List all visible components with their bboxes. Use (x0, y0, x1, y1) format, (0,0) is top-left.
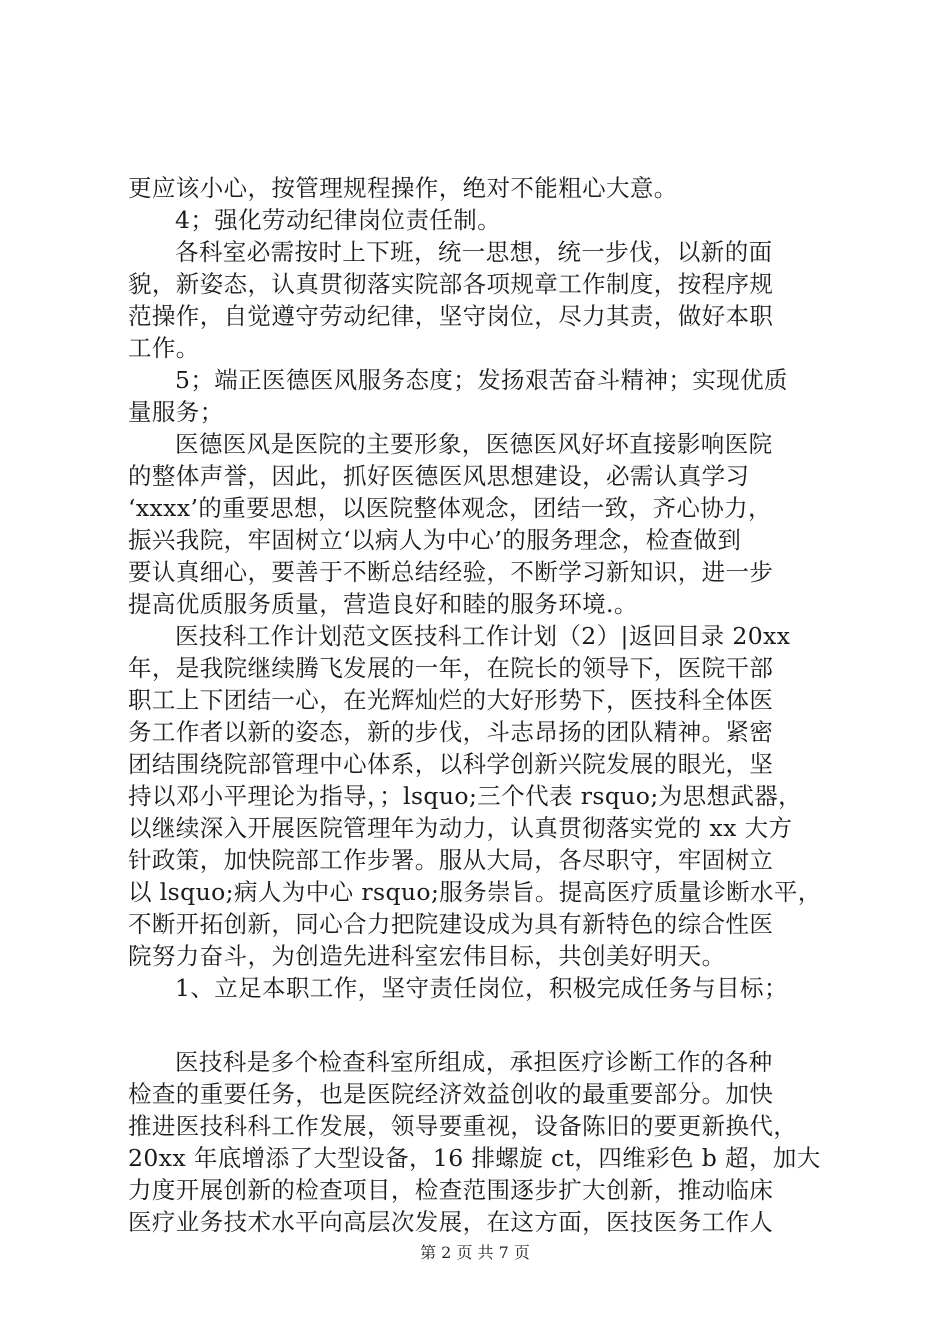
text-line: 工作。 (128, 334, 200, 362)
text-line: 要认真细心，要善于不断总结经验，不断学习新知识，进一步 (128, 558, 774, 586)
text-line: 以继续深入开展医院管理年为动力，认真贯彻落实党的 xx 大方 (128, 814, 793, 842)
document-body (128, 172, 828, 1238)
text-line: 不断开拓创新，同心合力把院建设成为具有新特色的综合性医 (128, 910, 774, 938)
text-block-1 (128, 172, 828, 1004)
text-line: 持以邓小平理论为指导，；lsquo;三个代表 rsquo;为思想武器， (128, 782, 803, 810)
text-line: 以 lsquo;病人为中心 rsquo;服务崇旨。提高医疗质量诊断水平， (128, 878, 822, 906)
text-line: 务工作者以新的姿态，新的步伐，斗志昂扬的团队精神。紧密 (128, 718, 774, 746)
text-block-2 (128, 1046, 828, 1238)
paragraph-gap (128, 1004, 828, 1046)
text-line: 各科室必需按时上下班，统一思想，统一步伐，以新的面 (175, 238, 773, 266)
text-line: 医技科工作计划范文医技科工作计划（2）|返回目录 20xx (175, 622, 791, 650)
text-line: 4；强化劳动纪律岗位责任制。 (175, 206, 502, 234)
text-line: 医疗业务技术水平向高层次发展，在这方面，医技医务工作人 (128, 1208, 774, 1236)
text-line: 推进医技科科工作发展，领导要重视，设备陈旧的要更新换代， (128, 1112, 798, 1140)
text-line: ‘xxxx’的重要思想，以医院整体观念，团结一致，齐心协力， (128, 494, 772, 522)
text-line: 医德医风是医院的主要形象，医德医风好坏直接影响医院 (175, 430, 773, 458)
text-line: 检查的重要任务，也是医院经济效益创收的最重要部分。加快 (128, 1080, 774, 1108)
text-line: 提高优质服务质量，营造良好和睦的服务环境.。 (128, 590, 638, 618)
text-line: 振兴我院，牢固树立‘以病人为中心’的服务理念，检查做到 (128, 526, 742, 554)
text-line: 医技科是多个检查科室所组成，承担医疗诊断工作的各种 (175, 1048, 773, 1076)
text-line: 力度开展创新的检查项目，检查范围逐步扩大创新，推动临床 (128, 1176, 774, 1204)
text-line: 1、立足本职工作，坚守责任岗位，积极完成任务与目标； (175, 974, 788, 1002)
text-line: 职工上下团结一心，在光辉灿烂的大好形势下，医技科全体医 (128, 686, 774, 714)
text-line: 20xx 年底增添了大型设备，16 排螺旋 ct，四维彩色 b 超，加大 (128, 1144, 821, 1172)
text-line: 团结围绕院部管理中心体系，以科学创新兴院发展的眼光，坚 (128, 750, 774, 778)
text-line: 院努力奋斗，为创造先进科室宏伟目标，共创美好明天。 (128, 942, 726, 970)
text-line: 的整体声誉，因此，抓好医德医风思想建设，必需认真学习 (128, 462, 750, 490)
text-line: 量服务； (128, 398, 224, 426)
text-line: 年，是我院继续腾飞发展的一年，在院长的领导下，医院干部 (128, 654, 774, 682)
text-line: 更应该小心，按管理规程操作，绝对不能粗心大意。 (128, 174, 678, 202)
text-line: 范操作，自觉遵守劳动纪律，坚守岗位，尽力其责，做好本职 (128, 302, 774, 330)
text-line: 5；端正医德医风服务态度；发扬艰苦奋斗精神；实现优质 (175, 366, 788, 394)
text-line: 针政策，加快院部工作步署。服从大局，各尽职守，牢固树立 (128, 846, 774, 874)
page-footer: 第 2 页 共 7 页 (420, 1243, 530, 1262)
text-line: 貌，新姿态，认真贯彻落实院部各项规章工作制度，按程序规 (128, 270, 774, 298)
